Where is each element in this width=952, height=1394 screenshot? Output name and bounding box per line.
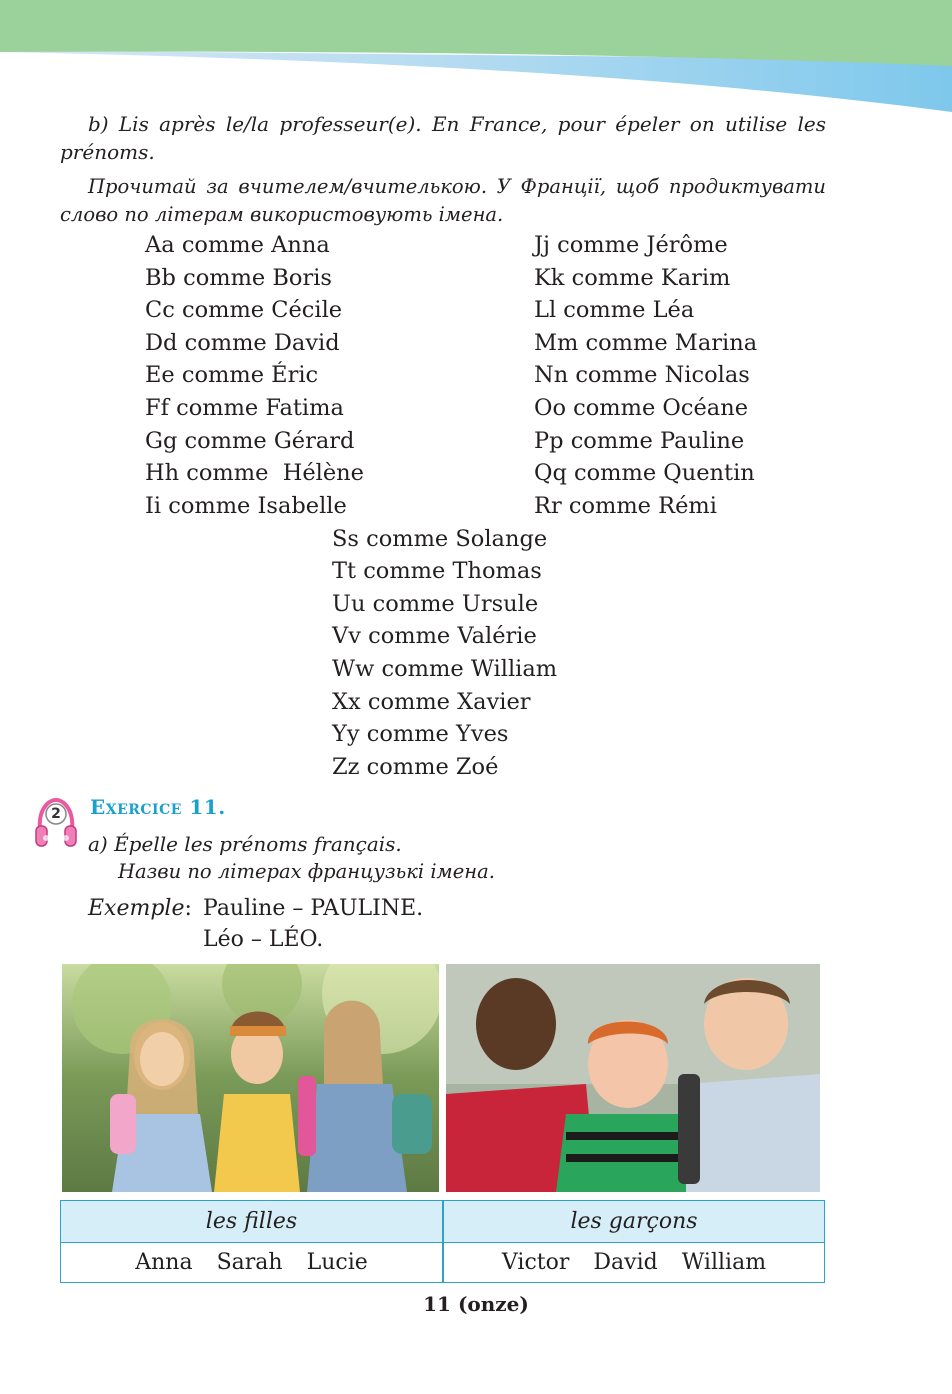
alphabet-item: Pp comme Pauline — [534, 428, 745, 454]
alphabet-item: Mm comme Marina — [534, 330, 758, 356]
boys-photo — [446, 964, 820, 1192]
alphabet-item: Nn comme Nicolas — [534, 362, 750, 388]
girl-name: Lucie — [306, 1250, 368, 1275]
audio-track-number: 2 — [51, 806, 61, 822]
instruction-french: b) Lis après le/la professeur(e). En France, pour épeler on utilise les prénoms. — [60, 112, 826, 164]
alphabet-item: Bb comme Boris — [145, 265, 332, 291]
exercise-instruction-french: a) Épelle les prénoms français. — [88, 832, 402, 856]
alphabet-item: Ss comme Solange — [332, 526, 548, 552]
boys-names-cell — [444, 1243, 824, 1283]
example-line-1: Pauline – PAULINE. — [203, 896, 424, 921]
alphabet-item: Jj comme Jérôme — [534, 232, 728, 258]
alphabet-item: Yy comme Yves — [332, 721, 509, 747]
alphabet-item: Ll comme Léa — [534, 297, 695, 323]
alphabet-item: Ii comme Isabelle — [145, 493, 347, 519]
names-table — [60, 1200, 825, 1283]
page-number-digits: 11 — [423, 1292, 451, 1316]
instruction-ukrainian: Прочитай за вчителем/вчителькою. У Франції, щоб продиктувати слово по літерам використовують імена. — [60, 175, 826, 226]
example-block: Exemple: — [88, 896, 192, 921]
alphabet-item: Ww comme William — [332, 656, 558, 682]
alphabet-item: Xx comme Xavier — [332, 689, 531, 715]
alphabet-item: Zz comme Zoé — [332, 754, 499, 780]
header-boys: les garçons — [570, 1209, 698, 1234]
alphabet-item: Oo comme Océane — [534, 395, 749, 421]
header-girls: les filles — [205, 1209, 298, 1234]
page-number — [0, 1290, 952, 1318]
alphabet-item: Gg comme Gérard — [145, 428, 355, 454]
girls-names-cell — [61, 1243, 442, 1283]
alphabet-item: Vv comme Valérie — [332, 623, 537, 649]
exercise-title — [90, 792, 226, 822]
girl-name: Sarah — [216, 1250, 283, 1275]
boy-name: Victor — [501, 1250, 570, 1275]
alphabet-item: Rr comme Rémi — [534, 493, 717, 519]
example-label: Exemple — [88, 896, 185, 921]
girl-name: Anna — [135, 1250, 193, 1275]
alphabet-item: Tt comme Thomas — [332, 558, 542, 584]
alphabet-item: Qq comme Quentin — [534, 460, 755, 486]
exercise-instruction-ukrainian: Назви по літерах французькі імена. — [118, 860, 495, 883]
alphabet-item: Kk comme Karim — [534, 265, 731, 291]
alphabet-item: Ff comme Fatima — [145, 395, 344, 421]
girls-photo — [62, 964, 439, 1192]
alphabet-item: Dd comme David — [145, 330, 340, 356]
boy-name: William — [681, 1250, 767, 1275]
alphabet-item: Ee comme Éric — [145, 362, 319, 388]
alphabet-item: Aa comme Anna — [145, 232, 330, 258]
example-line-2: Léo – LÉO. — [203, 927, 324, 952]
boy-name: David — [593, 1250, 658, 1275]
exercise-title-text: Exercice 11. — [90, 795, 226, 819]
alphabet-item: Hh comme Hélène — [145, 460, 364, 486]
alphabet-item: Uu comme Ursule — [332, 591, 539, 617]
top-banner — [0, 0, 952, 118]
alphabet-item: Cc comme Cécile — [145, 297, 343, 323]
page-number-word: (onze) — [457, 1292, 529, 1316]
